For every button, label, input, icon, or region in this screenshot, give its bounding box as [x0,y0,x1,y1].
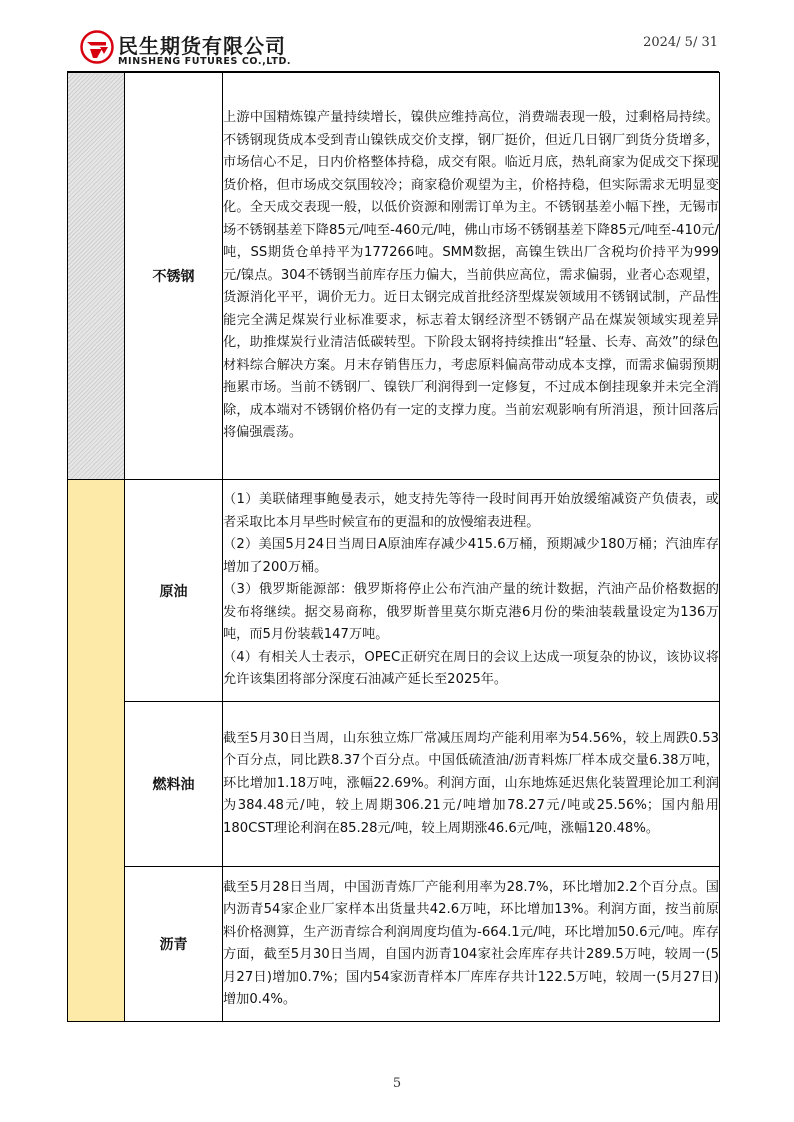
company-name-en: MINSHENG FUTURES CO.,LTD. [118,56,292,67]
commentary-cell [223,73,720,480]
commentary-paragraph: （4）有相关人士表示，OPEC正研究在周日的会议上达成一项复杂的协议，该协议将允许该集团将部分深度石油减产延长至2025年。 [223,649,719,688]
report-date: 2024/ 5/ 31 [643,35,718,50]
commentary-paragraph: （2）美国5月24日当周日A原油库存减少415.6万桶，预期减少180万桶；汽油库存增加了200万桶。 [223,537,719,575]
minsheng-logo-icon [80,30,114,64]
page-number: 5 [392,1076,402,1091]
commentary-cell [223,867,720,1022]
section-marker [68,480,125,1022]
commentary-paragraph: （1）美联储理事鲍曼表示，她支持先等待一段时间再开始放缓缩减资产负债表，或者采取比本月早些时候宣布的更温和的放慢缩表进程。 [223,492,719,530]
commentary-paragraph: 上游中国精炼镍产量持续增长，镍供应维持高位，消费端表现一般，过剩格局持续。不锈钢现货成本受到青山镍铁成交价支撑，钢厂挺价，但近几日钢厂到货分货增多，市场信心不足，日内价格整体持稳，成交有限。临近月底，热轧商家为促成交下探现货价格，但市场成交氛围较冷；商家稳价观望为主，价格持稳，但实际需求无明显变化。全天成交表现一般，以低价资源和刚需订单为主。不锈钢基差小幅下挫，无锡市场不锈钢基差下降85元/吨至-460元/吨，佛山市场不锈钢基差下降85元/吨至-410元/吨，SS期货仓单持平为177266吨。SMM数据，高镍生铁出厂含税均价持平为999元/镍点。304不锈钢当前库存压力偏大，当前供应高位，需求偏弱，业者心态观望，货源消化平平，调价无力。近日太钢完成首批经济型煤炭领域用不锈钢试制，产品性能完全满足煤炭行业标准要求，标志着太钢经济型不锈钢产品在煤炭领域实现差异化，助推煤炭行业清洁低碳转型。下阶段太钢将持续推出“轻量、长寿、高效”的绿色材料综合解决方案。月末存销售压力，考虑原料偏高带动成本支撑，而需求偏弱预期拖累市场。当前不锈钢厂、镍铁厂利润得到一定修复，不过成本倒挂现象并未完全消除，成本端对不锈钢价格仍有一定的支撑力度。当前宏观影响有所消退，预计回落后将偏强震荡。 [223,110,719,441]
section-marker [68,73,125,480]
commentary-cell [223,702,720,867]
commentary-paragraph: 截至5月28日当周，中国沥青炼厂产能利用率为28.7%，环比增加2.2个百分点。国内沥青54家企业厂家样本出货量共42.6万吨，环比增加13%。利润方面，按当前原料价格测算，生产沥青综合利润周度均值为-664.1元/吨，环比增加50.6元/吨。库存方面，截至5月30日当周，自国内沥青104家社会库库存共计289.5万吨，较周一(5月27日)增加0.7%；国内54家沥青样本厂库库存共计122.5万吨，较周一(5月27日)增加0.4%。 [223,879,719,1007]
category-label: 不锈钢 [125,73,223,480]
page-header [0,0,794,72]
category-label: 沥青 [125,867,223,1022]
company-name-cn: 民生期货有限公司 [118,34,286,58]
table-row [68,702,720,867]
commodity-table [67,72,720,1022]
commentary-paragraph: 截至5月30日当周，山东独立炼厂常减压周均产能利用率为54.56%，较上周跌0.53个百分点，同比跌8.37个百分点。中国低硫渣油/沥青料炼厂样本成交量6.38万吨，环比增加1.18万吨，涨幅22.69%。利润方面，山东地炼延迟焦化装置理论加工利润为384.48元/吨，较上周期306.21元/吨增加78.27元/吨或25.56%；国内船用180CST理论利润在85.28元/吨，较上周期涨46.6元/吨，涨幅120.48%。 [223,730,719,836]
commentary-paragraph: （3）俄罗斯能源部：俄罗斯将停止公布汽油产量的统计数据，汽油产品价格数据的发布将继续。据交易商称，俄罗斯普里莫尔斯克港6月份的柴油装载量设定为136万吨，而5月份装载147万吨。 [223,582,719,643]
table-row [68,867,720,1022]
table-row [68,480,720,702]
commentary-cell [223,480,720,702]
table-row [68,73,720,480]
category-label: 原油 [125,480,223,702]
category-label: 燃料油 [125,702,223,867]
